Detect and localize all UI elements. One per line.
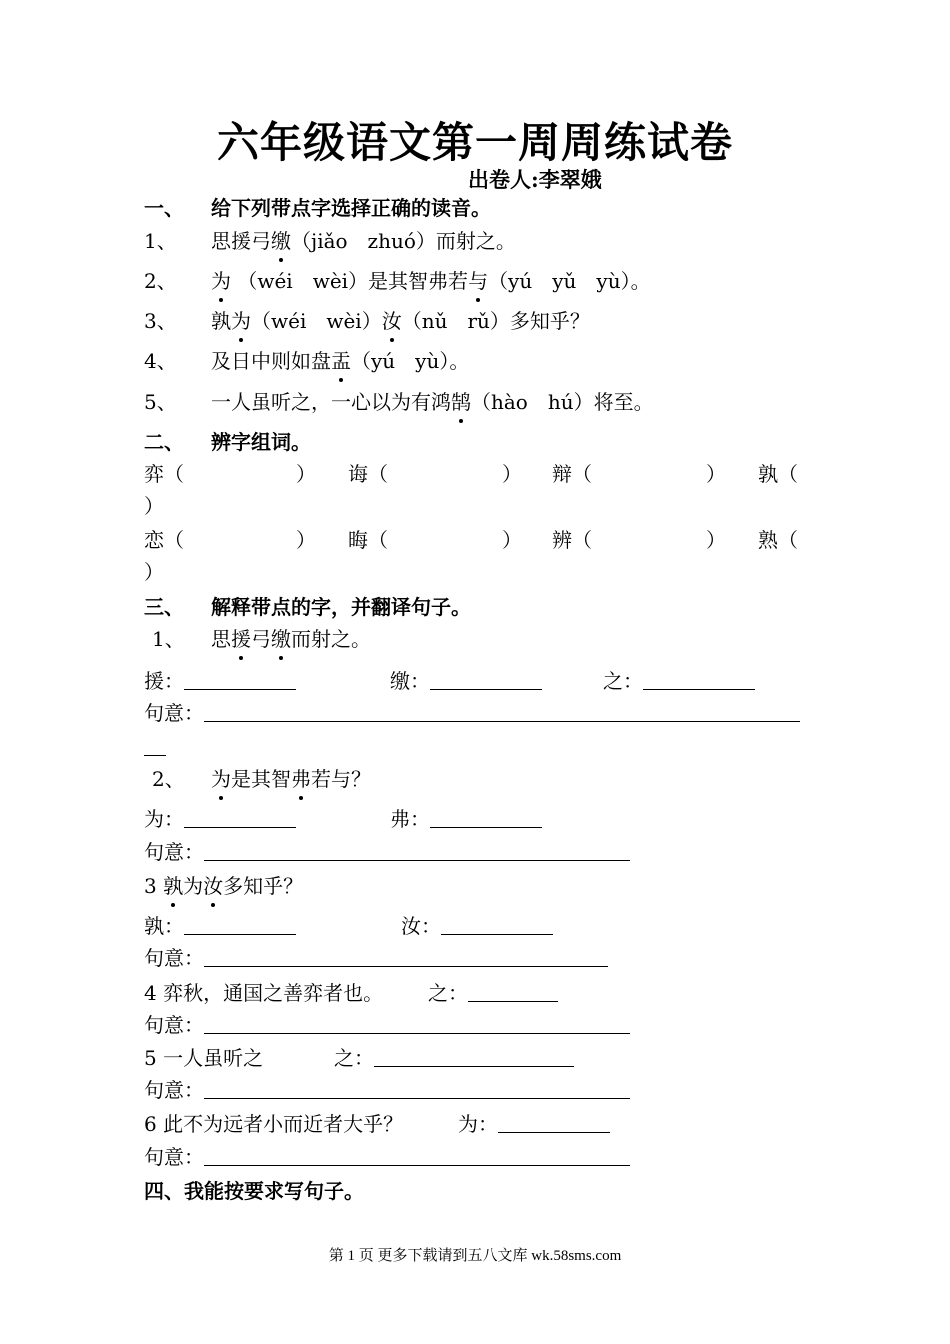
section-number: 三、 <box>144 595 184 619</box>
dotted-char: 为 <box>211 269 231 293</box>
field-label: 句意： <box>144 701 204 725</box>
word-pair-close: ） <box>144 560 164 584</box>
text: 弓 <box>251 627 271 651</box>
sentence-field <box>144 699 800 727</box>
blank-line[interactable] <box>430 807 542 828</box>
blank-line[interactable] <box>498 1112 610 1133</box>
answer-field <box>603 667 755 695</box>
section-2-heading <box>144 428 311 456</box>
text: （wéi wèi） <box>251 309 382 333</box>
text: 思援弓 <box>211 229 271 253</box>
dotted-char: 援 <box>231 627 251 651</box>
sentence-field <box>144 1076 630 1104</box>
dotted-char: 为 <box>211 767 231 791</box>
dotted-char: 汝 <box>203 874 224 898</box>
text: 为 <box>183 874 204 898</box>
question-1-5 <box>144 388 654 416</box>
dotted-char: 缴 <box>271 627 291 651</box>
question-3-1 <box>152 625 371 653</box>
word-pair-open: 孰（ <box>758 462 798 486</box>
blank-line[interactable] <box>204 1145 630 1166</box>
blank-line[interactable] <box>204 1078 630 1099</box>
question-1-3 <box>144 307 590 335</box>
word-pair-close: ） <box>144 494 164 518</box>
word-pair-close: ） <box>502 528 522 552</box>
question-text: 6 此不为远者小而近者大乎？ <box>144 1112 404 1136</box>
dotted-char: 缴 <box>271 229 291 253</box>
blank-line[interactable] <box>184 914 296 935</box>
section-title: 辨字组词。 <box>211 430 311 454</box>
blank-line[interactable] <box>184 807 296 828</box>
question-3-5 <box>144 1044 263 1072</box>
field-label: 为： <box>458 1112 498 1136</box>
item-number: 2、 <box>144 269 177 293</box>
field-label: 句意： <box>144 1145 204 1169</box>
question-1-4 <box>144 347 469 375</box>
item-number: 2、 <box>152 767 185 791</box>
answer-field <box>144 667 296 695</box>
item-number: 4、 <box>144 349 177 373</box>
blank-line[interactable] <box>430 669 542 690</box>
text: （jiǎo zhuó）而射之。 <box>291 229 516 253</box>
field-label: 援： <box>144 669 184 693</box>
answer-field <box>144 912 296 940</box>
answer-field <box>458 1110 610 1138</box>
text: 及日中则如盘 <box>211 349 331 373</box>
question-text: 5 一人虽听之 <box>144 1046 264 1070</box>
text: （yú yù）。 <box>351 349 470 373</box>
dotted-char: 为 <box>231 309 251 333</box>
section-number: 二、 <box>144 430 184 454</box>
dotted-char: 与 <box>468 269 489 293</box>
answer-field <box>390 805 542 833</box>
item-number: 1、 <box>152 627 185 651</box>
dotted-char: 孰 <box>163 874 184 898</box>
question-3-2 <box>152 765 371 793</box>
item-number: 3 <box>144 874 164 898</box>
question-3-3 <box>144 872 303 900</box>
sentence-field <box>144 838 630 866</box>
dotted-char: 鹄 <box>451 390 471 414</box>
blank-line[interactable] <box>204 840 630 861</box>
blank-line[interactable] <box>144 735 166 756</box>
text: 若与？ <box>311 767 371 791</box>
question-3-6 <box>144 1110 403 1138</box>
word-pair-close: ） <box>706 462 726 486</box>
sentence-field <box>144 1011 630 1039</box>
page-footer: 第 1 页 更多下载请到五八文库 wk.58sms.com <box>328 1248 622 1264</box>
answer-field <box>390 667 542 695</box>
field-label: 缴： <box>390 669 430 693</box>
question-1-1 <box>144 227 516 255</box>
field-label: 孰： <box>144 914 184 938</box>
blank-line[interactable] <box>643 669 755 690</box>
field-label: 句意： <box>144 1078 204 1102</box>
field-label: 之： <box>334 1046 374 1070</box>
dotted-char: 盂 <box>331 349 351 373</box>
word-pair-open: 熟（ <box>758 528 798 552</box>
question-1-2 <box>144 267 651 295</box>
word-pair-open: 辨（ <box>552 528 592 552</box>
text: （wéi wèi）是其智弗若 <box>231 269 469 293</box>
text: 是其智 <box>231 767 291 791</box>
field-label: 之： <box>603 669 643 693</box>
text: 思 <box>211 627 231 651</box>
section-3-heading <box>144 593 471 621</box>
section-number: 一、 <box>144 196 184 220</box>
field-label: 句意： <box>144 1013 204 1037</box>
answer-field <box>401 912 553 940</box>
word-pair-open: 弈（ <box>144 462 184 486</box>
word-pair-open: 辩（ <box>552 462 592 486</box>
word-pair-close: ） <box>706 528 726 552</box>
word-pair-open: 诲（ <box>348 462 388 486</box>
field-label: 弗： <box>390 807 430 831</box>
section-title: 给下列带点字选择正确的读音。 <box>211 196 491 220</box>
section-title: 解释带点的字，并翻译句子。 <box>211 595 471 619</box>
question-text: 4 弈秋，通国之善弈者也。 <box>144 981 384 1005</box>
text: （yú yǔ yù）。 <box>488 269 651 293</box>
page-title: 六年级语文第一周周练试卷 <box>216 118 733 167</box>
blank-line[interactable] <box>204 1013 630 1034</box>
section-4-heading: 四、我能按要求写句子。 <box>144 1179 364 1203</box>
word-pair-open: 晦（ <box>348 528 388 552</box>
dotted-char: 弗 <box>291 767 311 791</box>
text: 孰 <box>211 309 231 333</box>
field-label: 句意： <box>144 840 204 864</box>
sentence-field <box>144 944 608 972</box>
blank-line[interactable] <box>184 669 296 690</box>
field-label: 汝： <box>401 914 441 938</box>
word-pair-close: ） <box>296 462 316 486</box>
field-label: 句意： <box>144 946 204 970</box>
blank-line[interactable] <box>374 1046 574 1067</box>
answer-field <box>428 979 558 1007</box>
item-number: 1、 <box>144 229 177 253</box>
blank-line[interactable] <box>204 701 800 722</box>
blank-line[interactable] <box>441 914 553 935</box>
answer-field <box>144 805 296 833</box>
text: 多知乎？ <box>223 874 304 898</box>
sentence-field <box>144 1143 630 1171</box>
blank-line[interactable] <box>468 981 558 1002</box>
section-1-heading <box>144 194 491 222</box>
text: （hào hú）将至。 <box>471 390 654 414</box>
text: （nǔ rǔ）多知乎？ <box>401 309 590 333</box>
item-number: 5、 <box>144 390 177 414</box>
field-label: 之： <box>428 981 468 1005</box>
word-pair-close: ） <box>502 462 522 486</box>
text: 一人虽听之，一心以为有鸿 <box>211 390 451 414</box>
blank-line[interactable] <box>204 946 608 967</box>
sentence-field-continued <box>144 733 166 761</box>
word-pair-close: ） <box>296 528 316 552</box>
answer-field <box>334 1044 574 1072</box>
field-label: 为： <box>144 807 184 831</box>
item-number: 3、 <box>144 309 177 333</box>
word-pair-open: 恋（ <box>144 528 184 552</box>
question-3-4 <box>144 979 383 1007</box>
text: 而射之。 <box>291 627 371 651</box>
author-line: 出卷人:李翠娥 <box>468 167 602 192</box>
dotted-char: 汝 <box>381 309 402 333</box>
